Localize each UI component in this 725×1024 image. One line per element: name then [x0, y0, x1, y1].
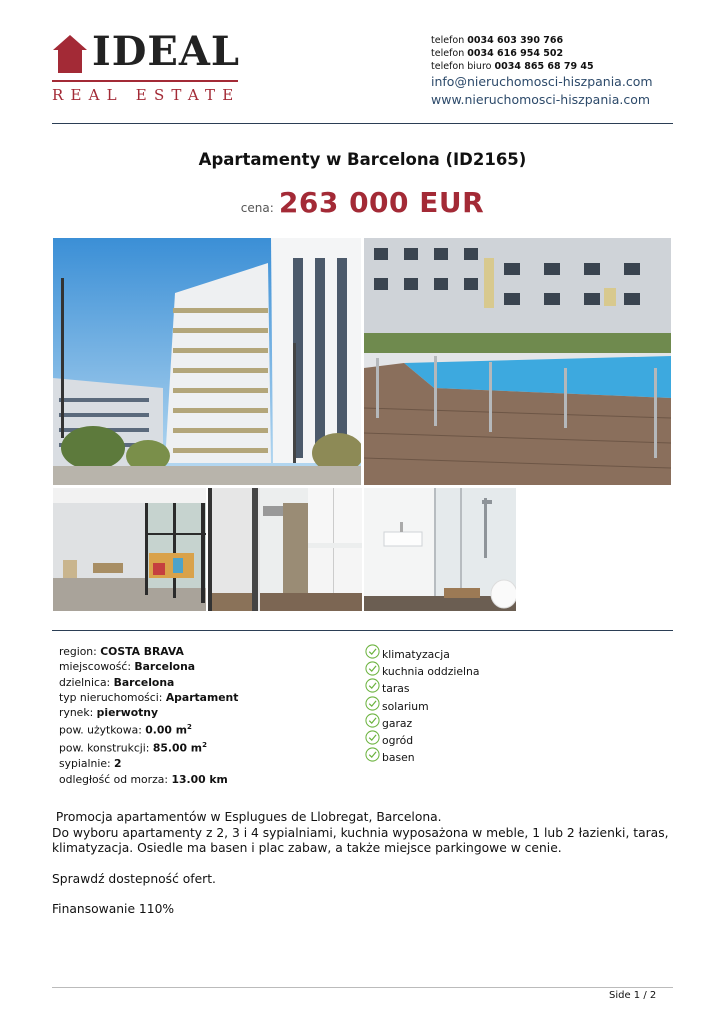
detail-sea-distance: odległość od morza: 13.00 km — [59, 772, 228, 786]
footer-divider — [52, 987, 673, 988]
contact-block — [431, 34, 711, 109]
detail-type: typ nieruchomości: Apartament — [59, 690, 239, 704]
phone-line: telefon 0034 603 390 766 — [431, 35, 564, 46]
bathroom-photo[interactable] — [364, 488, 516, 611]
feature-list — [365, 645, 565, 765]
phone-number[interactable]: 0034 603 390 766 — [467, 35, 564, 46]
phone-number[interactable]: 0034 616 954 502 — [467, 48, 564, 59]
feature-item: garaz — [365, 714, 565, 731]
detail-region: region: COSTA BRAVA — [59, 645, 184, 658]
header-divider — [52, 123, 673, 124]
logo-subtitle: REAL ESTATE — [52, 86, 241, 104]
check-icon — [365, 661, 380, 676]
website-link[interactable]: www.nieruchomosci-hiszpania.com — [431, 92, 651, 107]
check-icon — [365, 644, 380, 659]
price-value: 263 000 EUR — [278, 186, 485, 219]
office-phone-line: telefon biuro 0034 865 68 79 45 — [431, 61, 594, 72]
kitchen-photo[interactable] — [208, 488, 362, 611]
description-line: klimatyzacja. Osiedle ma basen i plac zabaw, a także miejsce parkingowe w cenie. — [52, 841, 562, 855]
description-line: Sprawdź dostepność ofert. — [52, 871, 216, 886]
listing-description — [52, 810, 682, 918]
house-logo-icon — [52, 34, 88, 74]
feature-item: taras — [365, 679, 565, 696]
detail-town: miejscowość: Barcelona — [59, 660, 196, 674]
check-icon — [365, 747, 380, 762]
feature-item: ogród — [365, 731, 565, 748]
playroom-photo[interactable] — [53, 488, 206, 611]
description-line: Finansowanie 110% — [52, 902, 175, 916]
description-line: Promocja apartamentów w Esplugues de Llobregat, Barcelona. — [52, 810, 442, 824]
check-icon — [365, 730, 380, 745]
logo-rule — [52, 80, 238, 82]
check-icon — [365, 696, 380, 711]
description-line: Do wyboru apartamenty z 2, 3 i 4 sypialniami, kuchnia wyposażona w meble, 1 lub 2 łazienki, taras, — [52, 825, 669, 840]
property-details — [59, 644, 359, 787]
detail-bedrooms: sypialnie: 2 — [59, 757, 122, 771]
listing-title: Apartamenty w Barcelona (ID2165) — [198, 150, 527, 169]
price-row — [0, 186, 725, 219]
detail-market: rynek: pierwotny — [59, 706, 159, 720]
section-divider — [52, 630, 673, 631]
page-number: Side 1 / 2 — [609, 990, 657, 1001]
pool-photo[interactable] — [364, 238, 671, 485]
building-exterior-photo[interactable] — [53, 238, 361, 485]
check-icon — [365, 678, 380, 693]
feature-item: basen — [365, 748, 565, 765]
detail-district: dzielnica: Barcelona — [59, 675, 175, 689]
email-link[interactable]: info@nieruchomosci-hiszpania.com — [431, 74, 653, 89]
logo-wordmark: IDEAL — [92, 28, 241, 75]
company-logo — [52, 28, 242, 106]
check-icon — [365, 713, 380, 728]
price-label: cena: — [240, 201, 274, 215]
feature-item: solarium — [365, 697, 565, 714]
detail-build-area: pow. konstrukcji: 85.00 $m^2$ — [59, 741, 207, 755]
feature-item: kuchnia oddzielna — [365, 662, 565, 679]
detail-usable-area: pow. użytkowa: 0.00 $m^2$ — [59, 723, 192, 738]
feature-item: klimatyzacja — [365, 645, 565, 662]
phone-line: telefon 0034 616 954 502 — [431, 48, 564, 59]
phone-number[interactable]: 0034 865 68 79 45 — [494, 61, 594, 72]
